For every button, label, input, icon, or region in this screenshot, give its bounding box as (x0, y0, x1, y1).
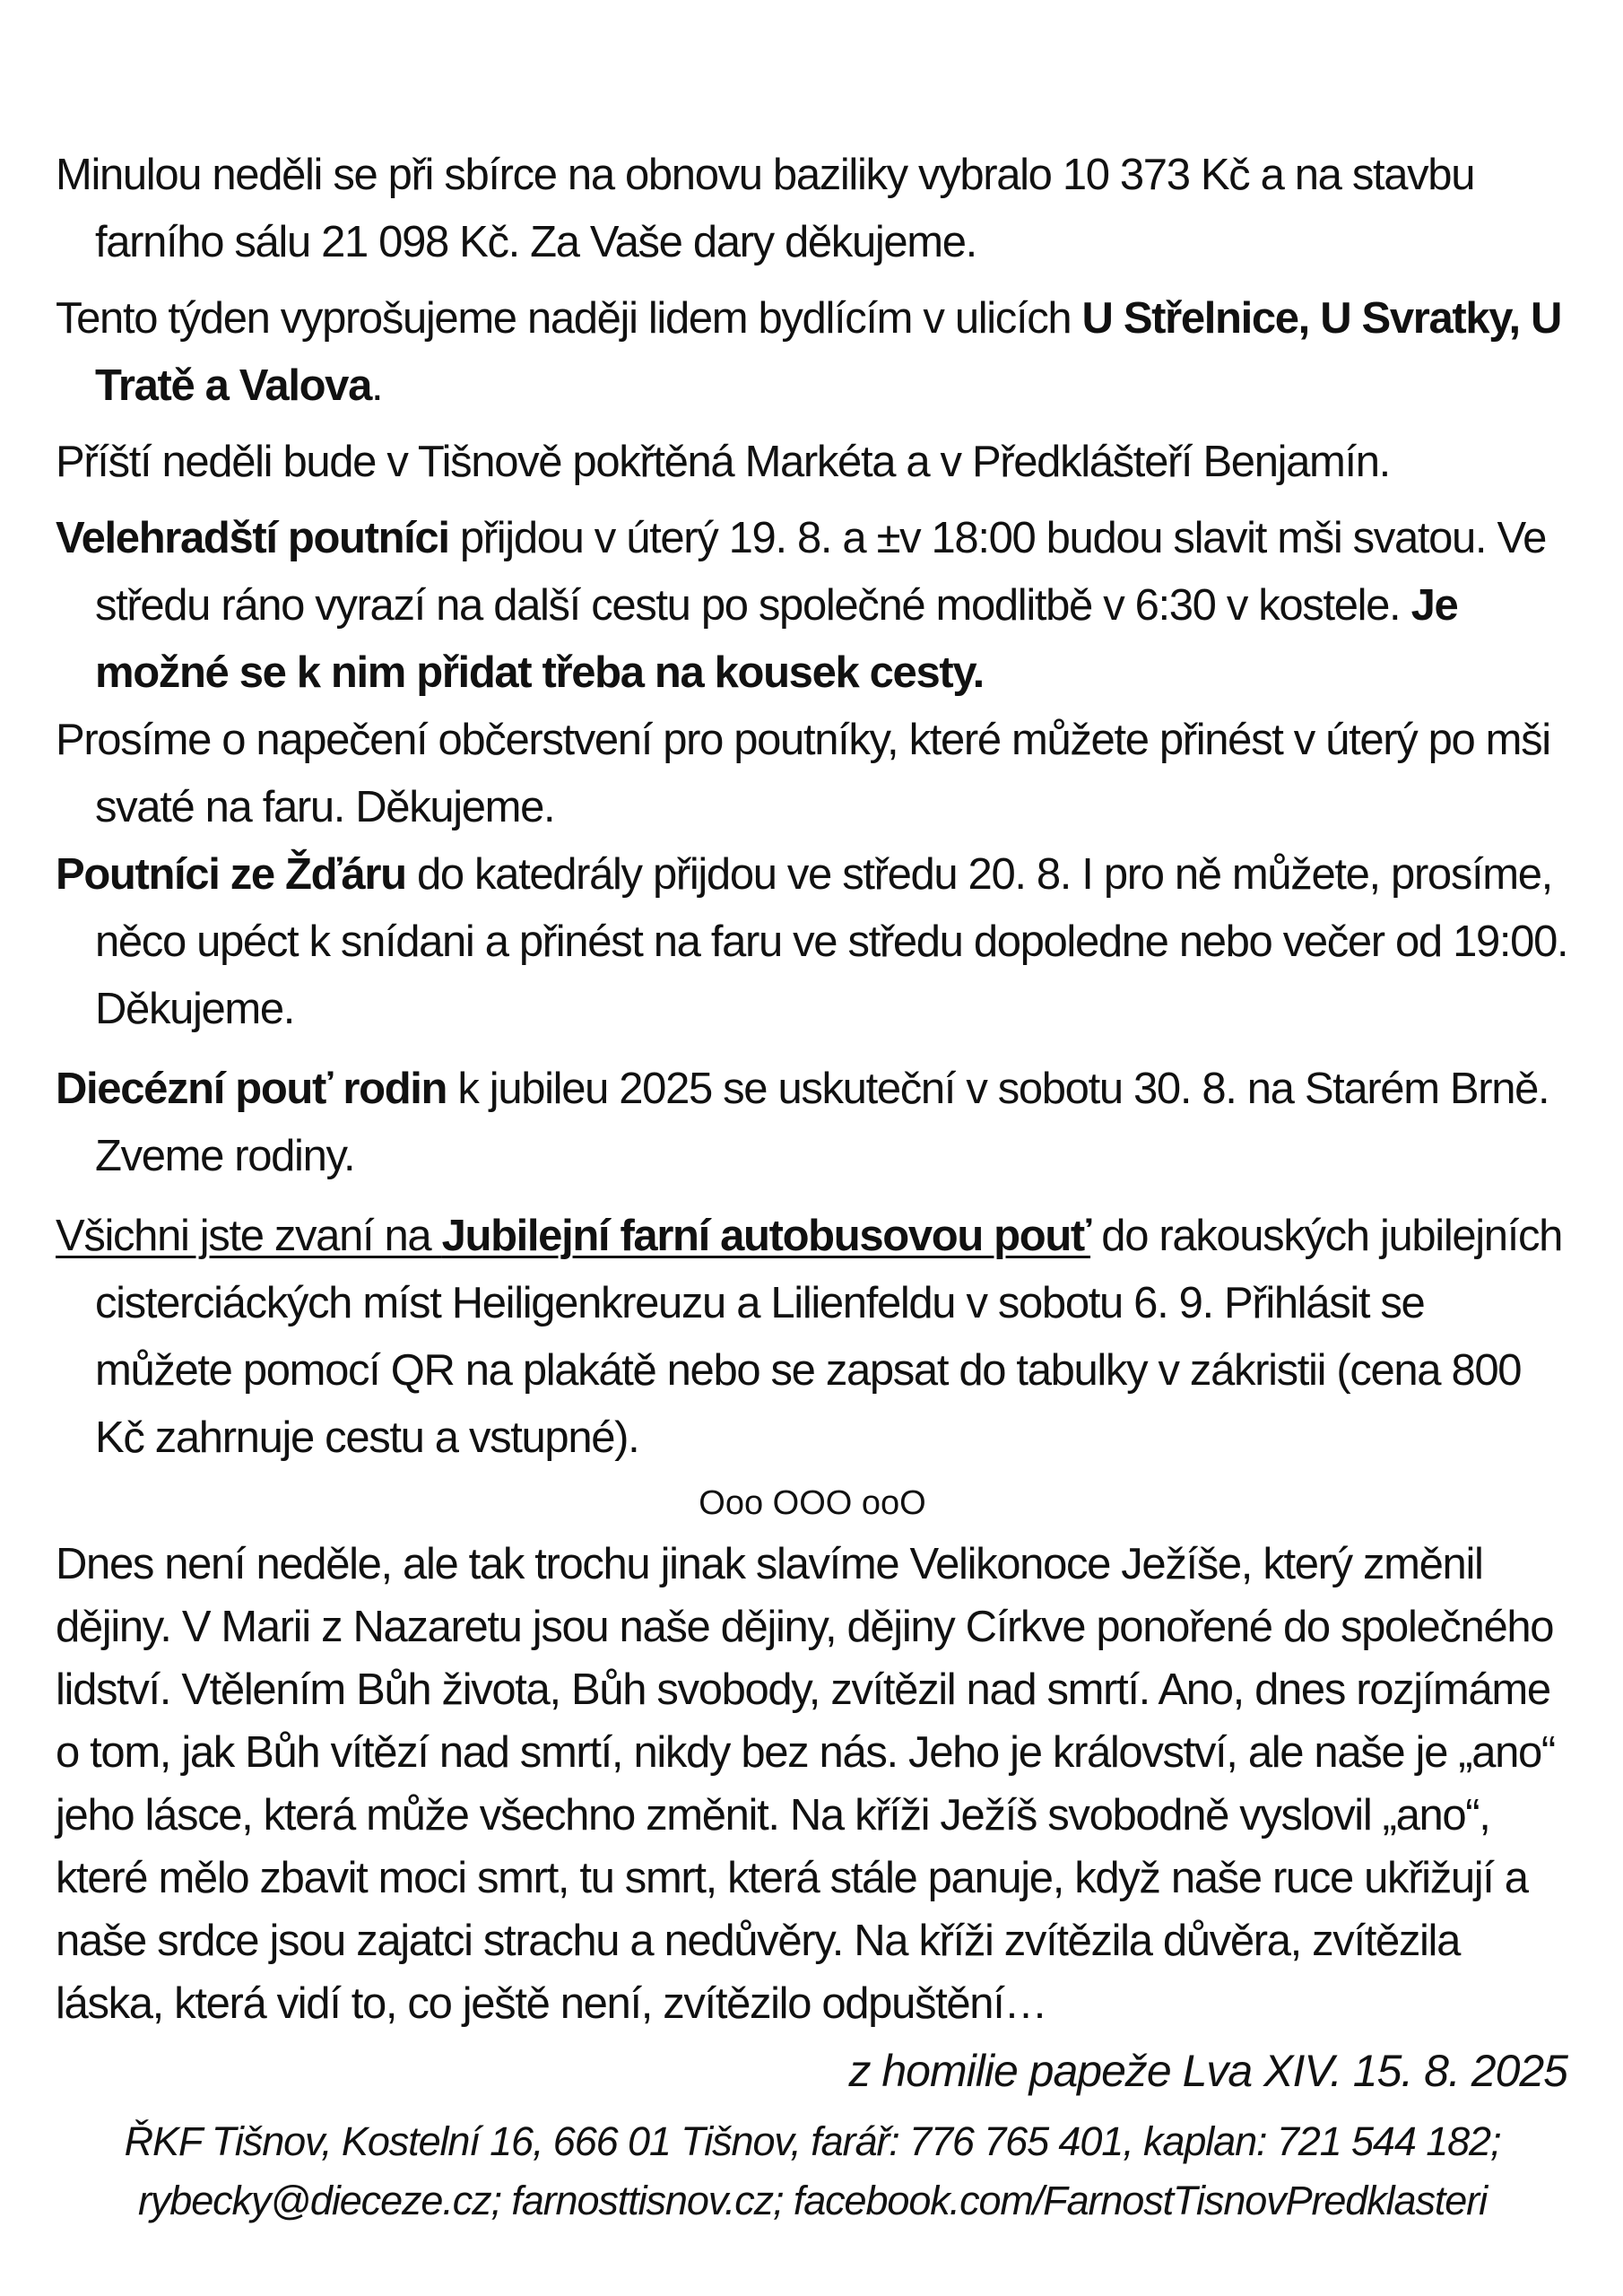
baptism-notice: Příští neděli bude v Tišnově pokřtěná Markéta a v Předklášteří Benjamín. (56, 438, 1390, 486)
parish-contact-footer (56, 2112, 1569, 2231)
hope-streets: U Střelnice, U Svratky, U Tratě a Valova (95, 294, 1562, 410)
hope-notice (56, 285, 1569, 420)
footer-address-line: ŘKF Tišnov, Kostelní 16, 666 01 Tišnov, farář: 776 765 401, kaplan: 721 544 182; (124, 2118, 1501, 2164)
footer-web-line: rybecky@dieceze.cz; farnosttisnov.cz; facebook.com/FarnostTisnovPredklasteri (138, 2178, 1487, 2223)
hope-end: . (370, 361, 383, 410)
families-notice (56, 1056, 1569, 1190)
velehrad-text: přijdou v úterý 19. 8. a ±v 18:00 budou slavit mši svatou. Ve středu ráno vyrazí na další cestu po společné modlitbě v 6:30 v kostele. (95, 514, 1546, 630)
collection-notice: Minulou neděli se při sbírce na obnovu baziliky vybralo 10 373 Kč a na stavbu farního sálu 21 098 Kč. Za Vaše dary děkujeme. (56, 151, 1475, 266)
zdar-notice (56, 841, 1569, 1043)
bus-pilgrimage-notice (56, 1203, 1569, 1472)
homily-source: z homilie papeže Lva XIV. 15. 8. 2025 (848, 2046, 1567, 2096)
zdar-title: Poutníci ze Žďáru (56, 850, 406, 899)
bus-title: Jubilejní farní autobusovou pouť (441, 1212, 1091, 1260)
velehrad-title: Velehradští poutníci (56, 514, 449, 562)
baking-notice: Prosíme o napečení občerstvení pro poutníky, které můžete přinést v úterý po mši svaté na faru. Děkujeme. (56, 716, 1550, 831)
hope-text: Tento týden vyprošujeme naději lidem bydlícím v ulicích (56, 294, 1082, 343)
bus-intro: Všichni jste zvaní na (56, 1212, 442, 1260)
homily-quote: Dnes není neděle, ale tak trochu jinak slavíme Velikonoce Ježíše, který změnil dějiny. V Marii z Nazaretu jsou naše dějiny, dějiny Církve ponořené do společného lidství. Vtělením Bůh života, Bůh svobody, zvítězil nad smrtí. Ano, dnes rozjímáme o tom, jak Bůh vítězí nad smrtí, nikdy bez nás. Jeho je království, ale naše je „ano“ jeho lásce, která může všechno změnit. Na kříži Ježíš svobodně vyslovil „ano“, které mělo zbavit moci smrt, tu smrt, která stále panuje, když naše ruce ukřižují a naše srdce jsou zajatci strachu a nedůvěry. Na kříži zvítězila důvěra, zvítězila láska, která vidí to, co ještě není, zvítězilo odpuštění… (56, 1540, 1555, 2028)
velehrad-notice (56, 505, 1569, 707)
families-text: k jubileu 2025 se uskuteční v sobotu 30. 8. na Starém Brně. Zveme rodiny. (95, 1065, 1549, 1180)
velehrad-invite: Je možné se k nim přidat třeba na kousek cesty. (95, 581, 1458, 697)
zdar-text: do katedrály přijdou ve středu 20. 8. I pro ně můžete, prosíme, něco upéct k snídani a přinést na faru ve středu dopoledne nebo večer od 19:00. Děkujeme. (95, 850, 1568, 1033)
bus-text: do rakouských jubilejních cisterciáckých míst Heiligenkreuzu a Lilienfeldu v sobotu 6. 9. Přihlásit se můžete pomocí QR na plakátě nebo se zapsat do tabulky v zákristii (cena 800 Kč zahrnuje cestu a vstupné). (95, 1212, 1563, 1462)
families-title: Diecézní pouť rodin (56, 1065, 447, 1113)
section-separator: Ooo OOO ooO (699, 1484, 926, 1522)
